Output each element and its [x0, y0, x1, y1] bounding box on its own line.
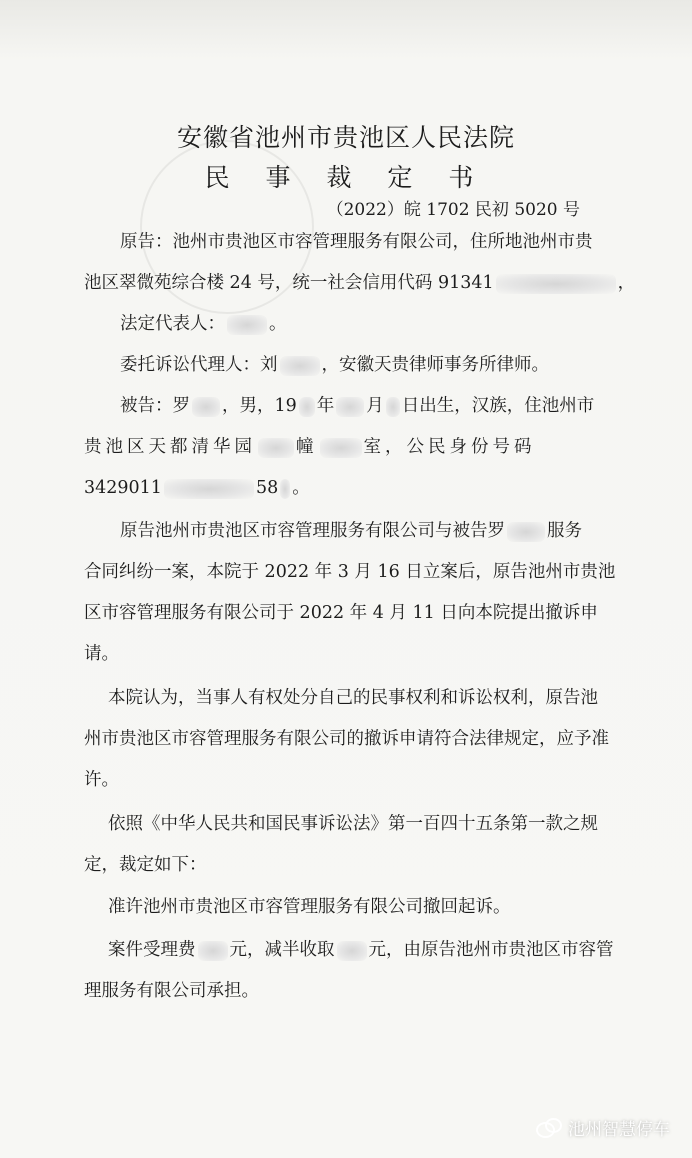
redaction-blur [337, 941, 367, 961]
text-segment: ，男，19 [222, 396, 297, 416]
facts-line-3: 区市容管理服务有限公司于 2022 年 4 月 11 日向本院提出撤诉申 [84, 603, 598, 623]
text-segment: 。 [269, 314, 287, 334]
text-segment: 月 [366, 396, 384, 416]
court-name: 安徽省池州市贵池区人民法院 [176, 123, 515, 152]
text-segment: 池区翠微苑综合楼 24 号，统一社会信用代码 91341 [84, 273, 494, 293]
redaction-blur [164, 479, 254, 499]
text-segment: 元，由原告池州市贵池区市容管 [368, 940, 614, 960]
text-segment: ，安徽天贵律师事务所律师。 [321, 355, 549, 375]
redaction-blur [336, 397, 364, 417]
legal-rep-line [120, 312, 287, 336]
text-segment: 贵池区天都清华园 [84, 437, 256, 457]
text-segment: 原告：池州市贵池区市容管理服务有限公司，住所地池州市贵 [120, 232, 593, 252]
defendant-line-1 [120, 394, 594, 418]
facts-line-2: 合同纠纷一案，本院于 2022 年 3 月 16 日立案后，原告池州市贵池 [84, 562, 616, 582]
text-segment: 年 [316, 396, 335, 416]
redaction-blur [299, 397, 315, 417]
text-segment: 委托诉讼代理人：刘 [120, 355, 278, 375]
redaction-blur [507, 522, 545, 542]
basis-line-1: 依照《中华人民共和国民事诉讼法》第一百四十五条第一款之规 [108, 814, 598, 834]
fee-line-2: 理服务有限公司承担。 [84, 981, 259, 1001]
redaction-blur [280, 356, 320, 376]
redaction-blur [320, 438, 362, 458]
fee-line-1 [108, 938, 614, 962]
opinion-line-3: 许。 [84, 770, 119, 790]
text-segment: 案件受理费 [108, 940, 196, 960]
basis-line-2: 定，裁定如下： [84, 855, 207, 875]
text-segment: 元，减半收取 [229, 940, 335, 960]
redaction-blur [280, 479, 290, 499]
defendant-line-2 [84, 435, 536, 459]
facts-line-4: 请。 [84, 644, 119, 664]
text-segment: 58 [255, 478, 279, 498]
redaction-blur [227, 315, 267, 335]
text-segment: 幢 [296, 437, 318, 457]
ruling-line: 准许池州市贵池区市容管理服务有限公司撤回起诉。 [108, 897, 511, 917]
redaction-blur [258, 438, 294, 458]
opinion-line-2: 州市贵池区市容管理服务有限公司的撤诉申请符合法律规定，应予准 [84, 729, 609, 749]
redaction-blur [386, 397, 400, 417]
wechat-watermark [536, 1115, 670, 1140]
watermark-text: 池州智慧停车 [568, 1120, 670, 1140]
text-segment: 室，公民身份号码 [363, 437, 536, 457]
text-segment: 法定代表人： [120, 314, 225, 334]
redaction-blur [496, 274, 616, 294]
plaintiff-line-2 [84, 271, 635, 295]
facts-line-1 [120, 519, 582, 543]
defendant-line-3 [84, 476, 310, 500]
redaction-blur [192, 397, 220, 417]
wechat-icon [536, 1118, 562, 1138]
text-segment: 原告池州市贵池区市容管理服务有限公司与被告罗 [120, 521, 505, 541]
opinion-line-1: 本院认为，当事人有权处分自己的民事权利和诉讼权利，原告池 [108, 688, 598, 708]
agent-line [120, 353, 549, 377]
plaintiff-line-1 [120, 230, 593, 254]
document-type-title: 民 事 裁 定 书 [204, 163, 488, 192]
text-segment: 日出生，汉族，住池州市 [401, 396, 595, 416]
case-number: （2022）皖 1702 民初 5020 号 [326, 200, 580, 220]
text-segment: 3429011 [84, 478, 162, 498]
text-segment: 服务 [547, 521, 582, 541]
text-segment: ， [617, 273, 636, 293]
text-segment: 被告：罗 [120, 396, 190, 416]
redaction-blur [198, 941, 228, 961]
text-segment: 。 [292, 478, 310, 498]
